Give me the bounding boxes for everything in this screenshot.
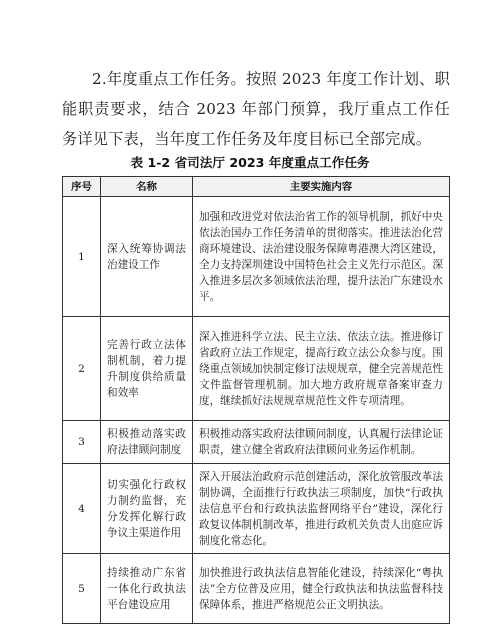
row-number: 2 — [63, 317, 101, 421]
task-name: 持续推动广东省一体化行政执法平台建设应用 — [101, 554, 193, 624]
header-no: 序号 — [63, 177, 101, 197]
table-header-row — [63, 177, 450, 197]
table-row — [63, 197, 450, 317]
row-number: 5 — [63, 554, 101, 624]
task-content: 加强和改进党对依法治省工作的领导机制，抓好中央依法治国办工作任务清单的贯彻落实。推进法治化营商环境建设、法治建设服务保障粤港澳大湾区建设，全力支持深圳建设中国特色社会主义先行示范区。深入推进多层次多领域依法治理，提升法治广东建设水平。 — [193, 197, 450, 317]
row-number: 1 — [63, 197, 101, 317]
task-content: 积极推动落实政府法律顾问制度，认真履行法律论证职责，建立健全省政府法律顾问业务运作机制。 — [193, 421, 450, 464]
task-name: 积极推动落实政府法律顾问制度 — [101, 421, 193, 464]
table-row — [63, 464, 450, 554]
task-name: 切实强化行政权力制约监督，充分发挥化解行政争议主渠道作用 — [101, 464, 193, 554]
header-name: 名称 — [101, 177, 193, 197]
table-row — [63, 317, 450, 421]
task-name: 完善行政立法体制机制，着力提升制度供给质量和效率 — [101, 317, 193, 421]
task-content: 深入开展法治政府示范创建活动，深化放管服改革法制协调，全面推行行政执法三项制度，加快“行政执法信息平台和行政执法监督网络平台”建设，深化行政复议体制机制改革，推进行政机关负责人出庭应诉制度化常态化。 — [193, 464, 450, 554]
table-caption: 表 1-2 省司法厅 2023 年度重点工作任务 — [130, 155, 370, 170]
key-tasks-table — [62, 176, 450, 624]
table-row — [63, 421, 450, 464]
row-number: 4 — [63, 464, 101, 554]
table-row — [63, 554, 450, 624]
row-number: 3 — [63, 421, 101, 464]
intro-paragraph: 2.年度重点工作任务。按照 2023 年度工作计划、职能职责要求，结合 2023 年部门预算，我厅重点工作任务详见下表，当年度工作任务及年度目标已全部完成。 — [62, 70, 450, 148]
header-content: 主要实施内容 — [193, 177, 450, 197]
task-content: 加快推进行政执法信息智能化建设，持续深化“粤执法”全方位普及应用，健全行政执法和执法监督科技保障体系，推进严格规范公正文明执法。 — [193, 554, 450, 624]
task-name: 深入统筹协调法治建设工作 — [101, 197, 193, 317]
task-content: 深入推进科学立法、民主立法、依法立法。推进修订省政府立法工作规定，提高行政立法公众参与度。围绕重点领域加快制定修订法规规章，健全完善规范性文件监督管理机制。加大地方政府规章备案审查力度，继续抓好法规规章规范性文件专项清理。 — [193, 317, 450, 421]
